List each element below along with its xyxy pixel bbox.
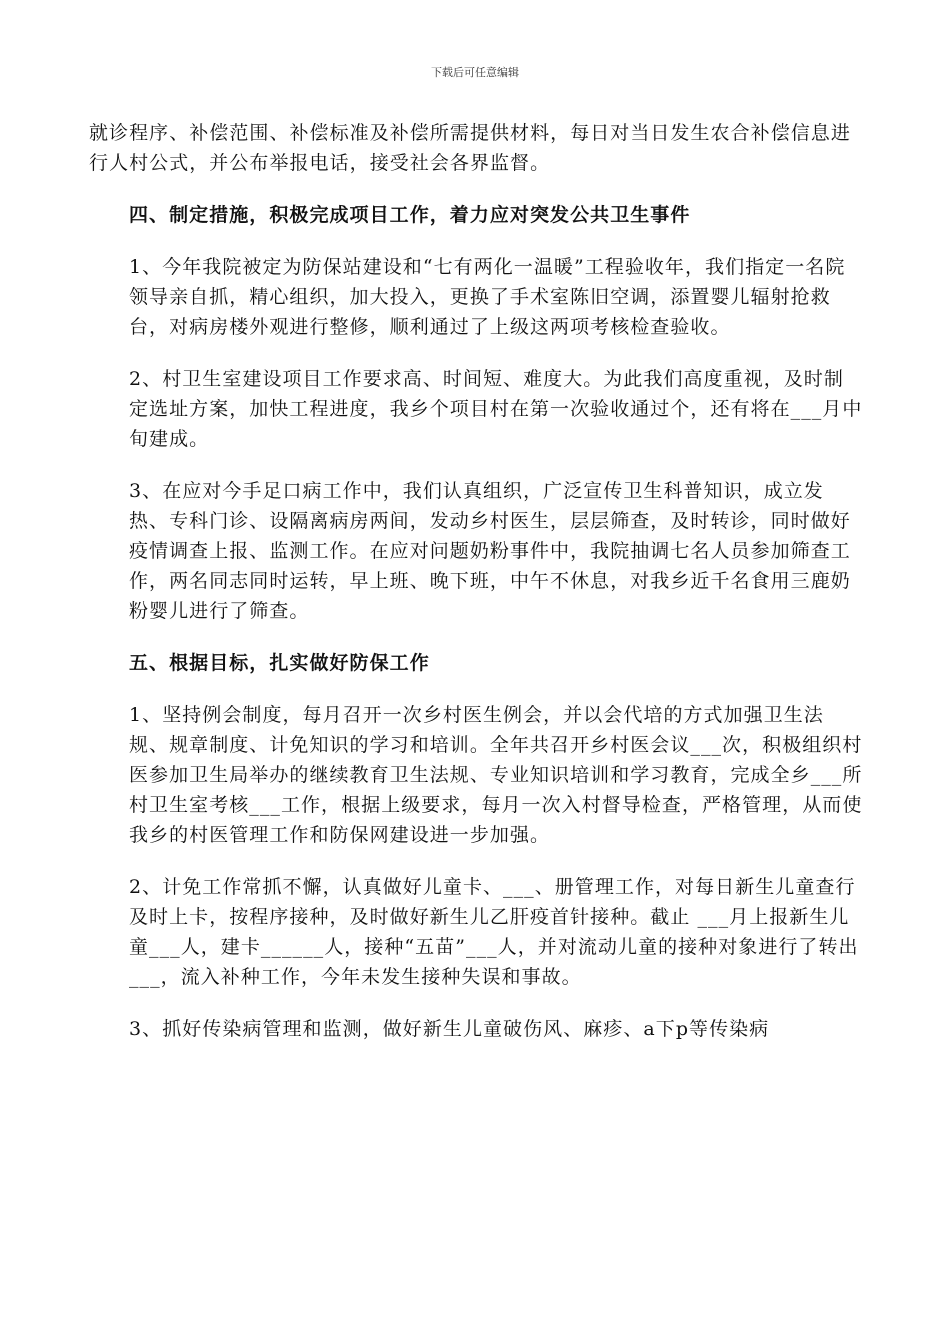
- paragraph-continuation: 就诊程序、补偿范围、补偿标准及补偿所需提供材料，每日对当日发生农合补偿信息进行人村公式，并公布举报电话，接受社会各界监督。: [89, 122, 851, 174]
- paragraph-4-1: 1、今年我院被定为防保站建设和“七有两化一温暖”工程验收年，我们指定一名院领导亲自抓，精心组织，加大投入，更换了手术室陈旧空调，添置婴儿辐射抢救台，对病房楼外观进行整修，顺利通过了上级这两项考核检查验收。: [129, 256, 846, 338]
- paragraph-5-3: 3、抓好传染病管理和监测，做好新生儿童破伤风、麻疹、a下p等传染病: [129, 1018, 770, 1040]
- section-heading-4: 四、制定措施，积极完成项目工作，着力应对突发公共卫生事件: [129, 204, 691, 226]
- paragraph-4-2: 2、村卫生室建设项目工作要求高、时间短、难度大。为此我们高度重视，及时制定选址方案，加快工程进度，我乡个项目村在第一次验收通过个，还有将在___月中旬建成。: [129, 368, 863, 450]
- paragraph-4-3: 3、在应对今手足口病工作中，我们认真组织，广泛宣传卫生科普知识，成立发热、专科门诊、设隔离病房两间，发动乡村医生，层层筛查，及时转诊，同时做好疫情调查上报、监测工作。在应对问题奶粉事件中，我院抽调七名人员参加筛查工作，两名同志同时运转，早上班、晚下班，中午不休息，对我乡近千名食用三鹿奶粉婴儿进行了筛查。: [129, 480, 851, 622]
- section-heading-5: 五、根据目标，扎实做好防保工作: [129, 652, 430, 674]
- document-body: [89, 118, 863, 1044]
- paragraph-5-1: 1、坚持例会制度，每月召开一次乡村医生例会，并以会代培的方式加强卫生法规、规章制度、计免知识的学习和培训。全年共召开乡村医会议___次，积极组织村医参加卫生局举办的继续教育卫生法规、专业知识培训和学习教育，完成全乡___所村卫生室考核___工作，根据上级要求，每月一次入村督导检查，严格管理，从而使我乡的村医管理工作和防保网建设进一步加强。: [129, 704, 863, 846]
- paragraph-5-2: 2、计免工作常抓不懈，认真做好儿童卡、___、册管理工作，对每日新生儿童查行及时上卡，按程序接种，及时做好新生儿乙肝疫首针接种。截止 ___月上报新生儿童___人，建卡______人，接种“五苗”___人，并对流动儿童的接种对象进行了转出___，流入补种工作，今年未发生接种失误和事故。: [129, 876, 859, 988]
- page-header: 下载后可任意编辑: [431, 66, 519, 79]
